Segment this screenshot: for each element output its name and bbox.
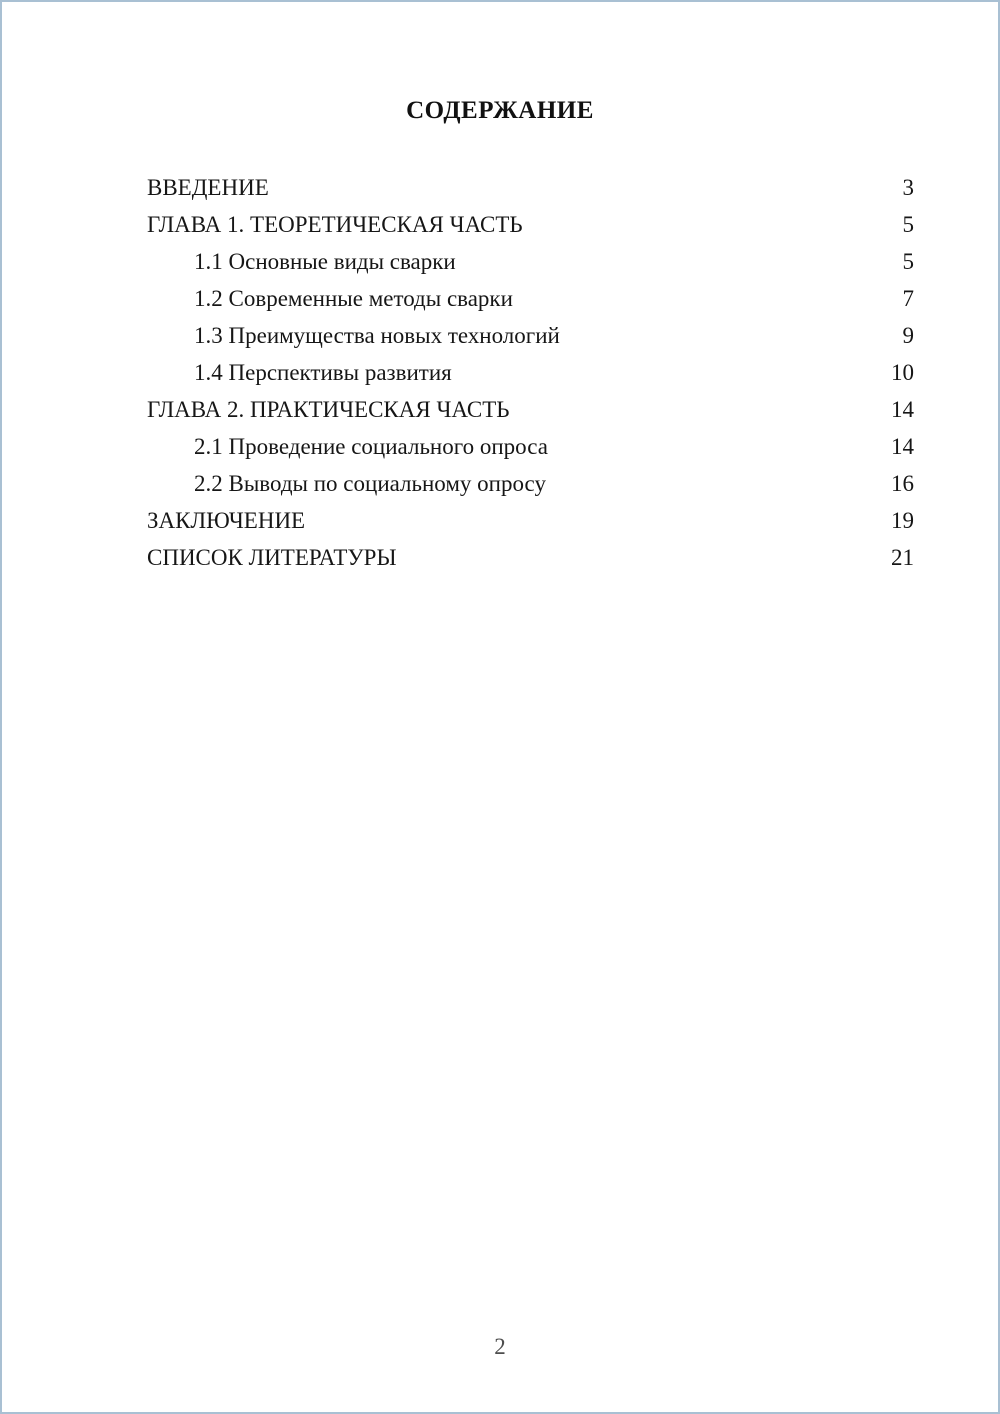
toc-entry-label: ГЛАВА 2. ПРАКТИЧЕСКАЯ ЧАСТЬ <box>147 397 510 422</box>
toc-entry-page-number: 7 <box>902 286 914 311</box>
toc-row <box>147 243 914 280</box>
toc-title: СОДЕРЖАНИЕ <box>406 97 594 124</box>
toc-row <box>147 539 914 576</box>
toc-row <box>147 502 914 539</box>
toc-entry-page-number: 3 <box>902 175 914 200</box>
toc-entry-label: 2.1 Проведение социального опроса <box>194 434 548 459</box>
toc-entry-page-number: 14 <box>891 397 914 422</box>
toc-entry-label: ГЛАВА 1. ТЕОРЕТИЧЕСКАЯ ЧАСТЬ <box>147 212 523 237</box>
toc-entry-page-number: 14 <box>891 434 914 459</box>
toc-list <box>2 169 998 576</box>
toc-entry-label: ВВЕДЕНИЕ <box>147 175 269 200</box>
toc-row <box>147 391 914 428</box>
toc-row <box>147 317 914 354</box>
toc-entry-label: 1.1 Основные виды сварки <box>194 249 456 274</box>
toc-entry-label: 1.3 Преимущества новых технологий <box>194 323 560 348</box>
toc-row <box>147 169 914 206</box>
toc-row <box>147 280 914 317</box>
toc-entry-page-number: 19 <box>891 508 914 533</box>
toc-entry-label: 1.2 Современные методы сварки <box>194 286 513 311</box>
toc-entry-page-number: 21 <box>891 545 914 570</box>
toc-entry-label: 2.2 Выводы по социальному опросу <box>194 471 546 496</box>
toc-row <box>147 354 914 391</box>
toc-row <box>147 465 914 502</box>
toc-entry-label: ЗАКЛЮЧЕНИЕ <box>147 508 306 533</box>
toc-row <box>147 206 914 243</box>
toc-entry-page-number: 5 <box>902 249 914 274</box>
toc-entry-label: СПИСОК ЛИТЕРАТУРЫ <box>147 545 397 570</box>
toc-entry-page-number: 16 <box>891 471 914 496</box>
page-number-footer: 2 <box>494 1334 506 1359</box>
toc-entry-label: 1.4 Перспективы развития <box>194 360 452 385</box>
toc-entry-page-number: 9 <box>902 323 914 348</box>
toc-entry-page-number: 10 <box>891 360 914 385</box>
toc-entry-page-number: 5 <box>902 212 914 237</box>
toc-row <box>147 428 914 465</box>
